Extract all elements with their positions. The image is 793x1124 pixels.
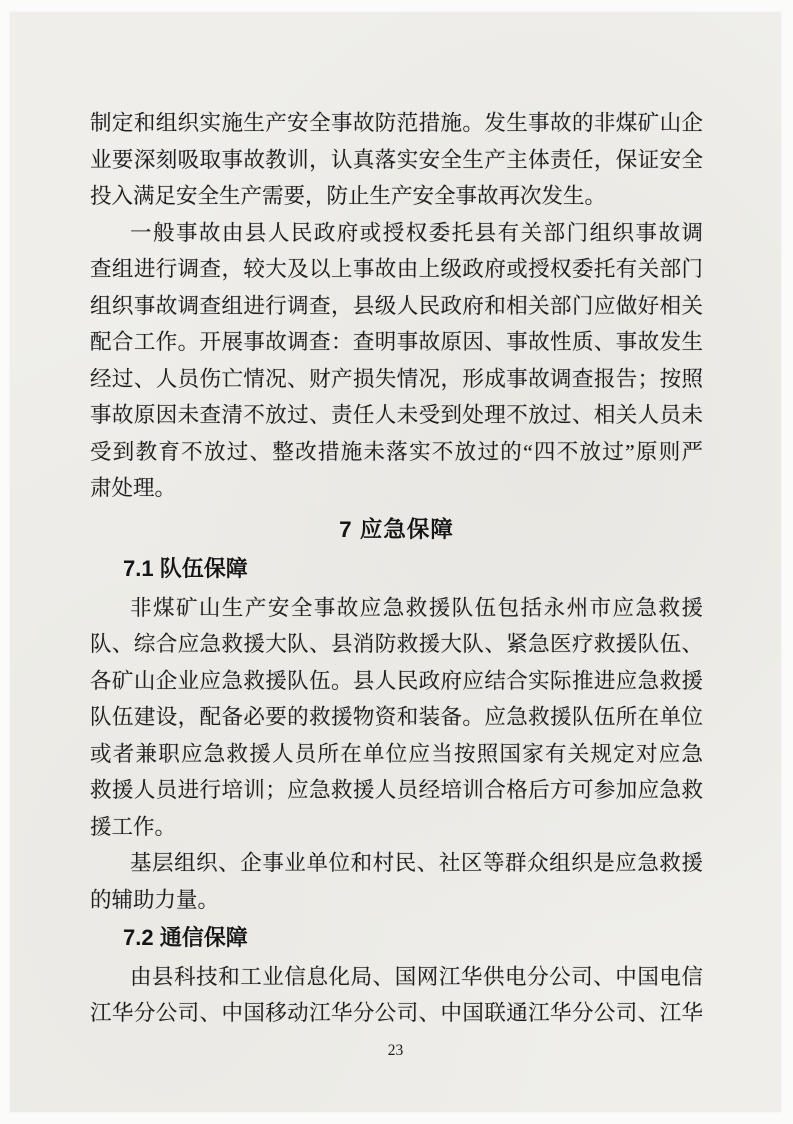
document-line: 援工作。 (90, 814, 177, 839)
subsection-heading: 7.1 队伍保障 (123, 556, 248, 581)
document-line: 基层组织、企事业单位和村民、社区等群众组织是应急救援 (130, 851, 703, 875)
document-line: 一般事故由县人民政府或授权委托县有关部门组织事故调 (130, 220, 703, 245)
document-line: 队伍建设，配备必要的救援物资和装备。应急救援队伍所在单位 (90, 705, 703, 729)
document-line: 业要深刻吸取事故教训，认真落实安全生产主体责任，保证安全 (90, 147, 703, 172)
document-line: 组织事故调查组进行调查，县级人民政府和相关部门应做好相关 (90, 293, 703, 318)
document-line: 事故原因未查清不放过、责任人未受到处理不放过、相关人员未 (90, 403, 703, 427)
document-line: 投入满足安全生产需要，防止生产安全事故再次发生。 (90, 184, 607, 208)
document-line: 江华分公司、中国移动江华分公司、中国联通江华分公司、江华 (90, 1001, 703, 1025)
document-line: 肃处理。 (90, 476, 177, 500)
document-line: 的辅助力量。 (90, 887, 220, 912)
document-line: 非煤矿山生产安全事故应急救援队伍包括永州市应急救援 (130, 595, 703, 620)
scanned-document-page (10, 12, 781, 1112)
document-line: 或者兼职应急救援人员所在单位应当按照国家有关规定对应急 (90, 741, 703, 766)
document-line: 配合工作。开展事故调查：查明事故原因、事故性质、事故发生 (90, 330, 703, 354)
section-heading: 7 应急保障 (339, 516, 454, 542)
page-number: 23 (387, 1042, 404, 1059)
document-line: 制定和组织实施生产安全事故防范措施。发生事故的非煤矿山企 (90, 111, 703, 135)
document-line: 查组进行调查，较大及以上事故由上级政府或授权委托有关部门 (90, 257, 703, 281)
document-text-block (90, 105, 703, 1032)
subsection-heading: 7.2 通信保障 (123, 925, 248, 950)
document-line: 受到教育不放过、整改措施未落实不放过的“四不放过”原则严 (90, 439, 703, 464)
document-line: 由县科技和工业信息化局、国网江华供电分公司、中国电信 (130, 964, 703, 989)
document-line: 经过、人员伤亡情况、财产损失情况，形成事故调查报告；按照 (90, 366, 703, 391)
document-line: 各矿山企业应急救援队伍。县人民政府应结合实际推进应急救援 (90, 668, 703, 693)
document-line: 救援人员进行培训；应急救援人员经培训合格后方可参加应急救 (90, 778, 703, 802)
document-line: 队、综合应急救援大队、县消防救援大队、紧急医疗救援队伍、 (90, 632, 703, 656)
